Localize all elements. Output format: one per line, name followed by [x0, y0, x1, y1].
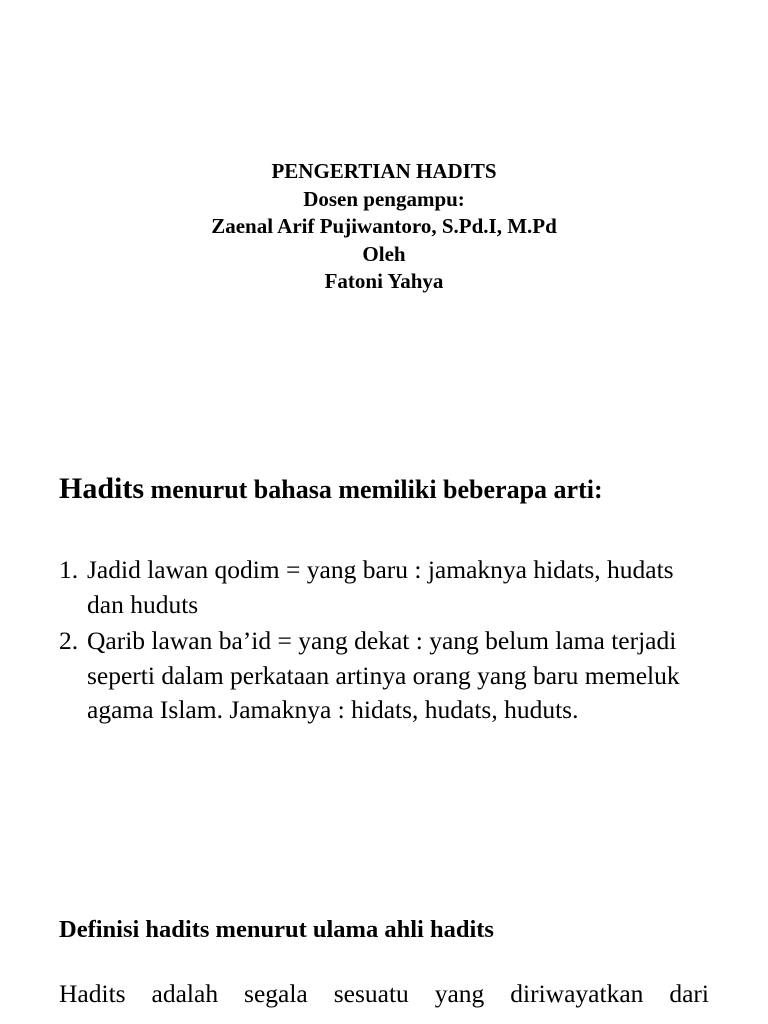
list-item-text: Jadid lawan qodim = yang baru : jamaknya hidats, hudats dan huduts: [87, 555, 674, 619]
author-name: Fatoni Yahya: [324, 269, 444, 293]
list-item-number: 2.: [59, 626, 79, 655]
definition-paragraph: Hadits adalah segala sesuatu yang diriwayatkan dari: [59, 979, 709, 1008]
heading-first-word: Hadits: [59, 472, 145, 505]
list-item: [59, 553, 709, 622]
list-item-number: 1.: [59, 555, 79, 584]
lecturer-name: Zaenal Arif Pujiwantoro, S.Pd.I, M.Pd: [211, 214, 557, 238]
document-title: PENGERTIAN HADITS: [271, 159, 497, 183]
meaning-list: [59, 553, 709, 730]
section-heading-language: [59, 471, 739, 508]
list-item-text: Qarib lawan ba’id = yang dekat : yang belum lama terjadi seperti dalam perkataan artinya orang yang baru memeluk agama Islam. Jamaknya : hidats, hudats, huduts.: [87, 626, 680, 724]
lecturer-label: Dosen pengampu:: [303, 186, 465, 211]
title-block: [0, 158, 768, 296]
section-heading-definition: Definisi hadits menurut ulama ahli hadits: [59, 916, 494, 943]
heading-rest: menurut bahasa memiliki beberapa arti:: [144, 475, 603, 504]
list-item: [59, 624, 709, 728]
by-label: Oleh: [362, 241, 406, 266]
